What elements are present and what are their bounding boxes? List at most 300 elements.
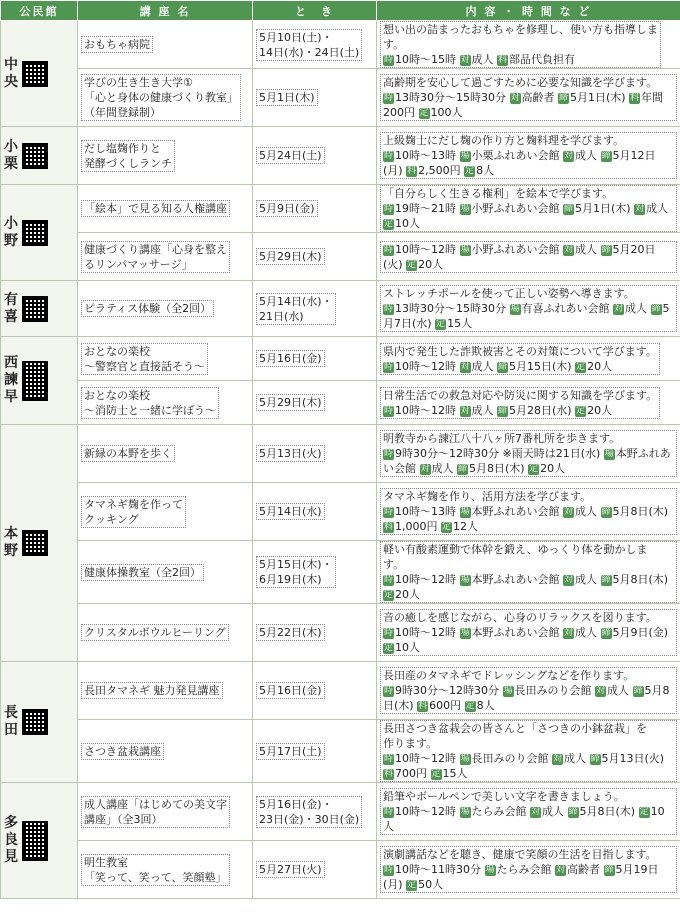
table-row [1, 21, 680, 69]
detail-value: 5月12日(月) [383, 149, 656, 177]
detail-value: 5月28日(水) [509, 403, 572, 417]
detail-value: 5月15日(木) [509, 359, 572, 373]
deadline-tag-icon: 締 [497, 405, 507, 416]
detail-value: 10人 [395, 217, 420, 230]
hall-cell [1, 337, 78, 425]
hall-name-char: 諫 [4, 372, 18, 388]
fee-tag-icon: 料 [383, 522, 393, 532]
course-date [256, 147, 325, 164]
course-name [81, 140, 175, 172]
detail-value: 5月8日(木) [612, 505, 669, 518]
course-name-line: 「心と身体の健康づくり教室」 [84, 91, 238, 104]
detail-item [613, 302, 647, 315]
content-cell [377, 185, 680, 233]
detail-item [383, 302, 506, 315]
detail-value: 成人 [575, 242, 597, 256]
detail-item [563, 626, 597, 639]
place-tag-icon: 場 [460, 151, 470, 161]
deadline-tag-icon: 締 [568, 807, 578, 817]
course-date [256, 29, 362, 61]
detail-value: 15人 [442, 767, 468, 780]
course-date [256, 248, 325, 265]
deadline-tag-icon: 締 [558, 93, 568, 103]
content-cell [377, 69, 680, 127]
detail-item [383, 447, 499, 460]
date-line: 5月10日(土)・ [259, 30, 333, 44]
course-date [256, 445, 325, 462]
detail-item [383, 626, 456, 639]
date-line: 5月24日(土) [259, 149, 322, 162]
detail-item [510, 91, 555, 104]
capacity-tag-icon: 定 [383, 219, 393, 229]
detail-value: 5月9日(金) [612, 626, 669, 639]
detail-value: 成人 [575, 149, 597, 162]
content-details [383, 804, 674, 834]
hall-cell [1, 127, 78, 185]
detail-value: ※雨天時は21日(水) [502, 447, 601, 460]
hall-cell [1, 783, 78, 899]
course-name-line: タマネギ麹を作って [84, 497, 183, 511]
table-row [1, 69, 680, 127]
date-line: 5月29日(木) [259, 250, 322, 263]
course-name-line: おとなの楽校 [84, 388, 150, 402]
target-tag-icon: 対 [563, 575, 573, 585]
qr-code-icon[interactable] [22, 709, 48, 735]
detail-item [383, 53, 456, 66]
target-tag-icon: 対 [552, 754, 562, 764]
date-line: 21日(水) [259, 309, 304, 323]
detail-value: 9時30分～12時30分 [395, 684, 499, 697]
detail-item [460, 505, 560, 518]
detail-value: 600円 [429, 699, 462, 712]
detail-value: 20人 [587, 403, 613, 417]
date-cell [253, 604, 377, 662]
detail-item [563, 202, 631, 215]
place-tag-icon: 場 [460, 575, 470, 585]
time-tag-icon: 時 [383, 865, 393, 875]
detail-item [383, 149, 456, 162]
detail-item [383, 360, 456, 373]
content-line: 長田産のタマネギでドレッシングなどを作ります。 [383, 669, 635, 682]
content-details [383, 572, 674, 602]
hall-cell [1, 185, 78, 281]
date-line: 5月27日(火) [259, 863, 322, 876]
detail-item [460, 404, 494, 417]
detail-value: 8人 [476, 164, 495, 177]
date-cell [253, 381, 377, 425]
detail-item [530, 805, 564, 818]
content-details [383, 359, 657, 374]
date-line: 23日(金)・30日(金) [259, 812, 360, 826]
detail-value: 本野ふれあい会館 [471, 573, 560, 586]
course-name-line: 発酵づくしランチ [84, 156, 172, 170]
date-line: 5月15日(木)・ [259, 558, 333, 571]
detail-item [503, 684, 592, 697]
detail-value: たらみ会館 [496, 863, 552, 876]
date-cell [253, 127, 377, 185]
detail-item [563, 573, 597, 586]
hall-name-char: 小 [4, 138, 18, 155]
capacity-tag-icon: 定 [529, 464, 539, 474]
course-content [380, 387, 660, 419]
course-name-line: 学びの生き生き大学① [84, 76, 193, 89]
course-name-line: ～消防士と一緒に学ぼう～ [84, 403, 216, 417]
target-tag-icon: 対 [635, 204, 645, 214]
detail-value: 5月1日(木) [570, 91, 626, 104]
course-name-line: ～警察官と直接話そう～ [84, 359, 205, 373]
deadline-tag-icon: 締 [590, 754, 600, 764]
hall-name-char: 小 [4, 215, 18, 232]
content-details [383, 52, 658, 67]
course-name-line: 「笑って、笑って、笑顔塾」 [84, 870, 227, 884]
course-name-cell [78, 604, 253, 662]
detail-value: 有喜ふれあい会館 [521, 302, 610, 315]
course-date [256, 200, 318, 217]
detail-item [406, 258, 443, 271]
content-details [383, 683, 674, 713]
time-tag-icon: 時 [383, 151, 393, 161]
course-name [81, 36, 153, 53]
table-row [1, 783, 680, 841]
detail-value: 成人 [471, 53, 494, 66]
content-cell [377, 425, 680, 483]
detail-value: 5月20日(火) [383, 242, 656, 271]
hall-name [3, 815, 19, 866]
detail-value: 100人 [430, 106, 463, 119]
detail-item [383, 684, 499, 697]
detail-item [460, 573, 560, 586]
qr-code-icon[interactable] [22, 143, 48, 169]
target-tag-icon: 対 [460, 55, 470, 65]
course-content [380, 720, 677, 782]
hall-name [3, 139, 19, 173]
course-name-cell [78, 185, 253, 233]
detail-item [497, 360, 572, 373]
hall-name [3, 526, 19, 560]
detail-value: 5月8日(木) [612, 573, 669, 586]
course-date [256, 682, 325, 699]
target-tag-icon: 対 [563, 507, 573, 517]
detail-item [406, 878, 443, 891]
target-tag-icon: 対 [530, 807, 540, 817]
course-name [81, 624, 229, 641]
capacity-tag-icon: 定 [441, 522, 451, 532]
course-name-cell [78, 720, 253, 783]
deadline-tag-icon: 締 [604, 865, 614, 875]
detail-value: 19時～21時 [395, 202, 456, 215]
content-details [383, 242, 674, 272]
time-tag-icon: 時 [383, 361, 393, 372]
detail-item [383, 404, 456, 417]
detail-item [460, 202, 560, 215]
qr-code-icon[interactable] [22, 61, 48, 87]
course-content [380, 74, 677, 121]
course-date [256, 293, 336, 325]
detail-item [383, 805, 456, 818]
time-tag-icon: 時 [383, 686, 393, 696]
detail-value: 10人 [383, 805, 665, 833]
course-date [256, 503, 325, 520]
content-cell [377, 604, 680, 662]
time-tag-icon: 時 [383, 628, 393, 638]
detail-item [485, 863, 552, 876]
table-row [1, 185, 680, 233]
detail-item [419, 106, 463, 119]
detail-item [568, 805, 636, 818]
detail-item [555, 863, 600, 876]
content-line: 作ります。 [383, 737, 438, 750]
course-name [81, 241, 230, 273]
detail-item [575, 404, 612, 417]
detail-value: 成人 [625, 302, 647, 315]
content-line: す。 [383, 38, 405, 51]
content-line: 高齢期を安心して過ごすために必要な知識を学びます。 [383, 76, 658, 89]
detail-value: 10時～13時 [395, 149, 456, 162]
course-name-cell [78, 127, 253, 185]
hall-label [3, 815, 75, 866]
date-line: 5月1日(木) [259, 91, 315, 104]
detail-item [575, 360, 612, 373]
header-hall: 公民館 [1, 1, 78, 21]
date-cell [253, 541, 377, 604]
course-name [81, 387, 219, 419]
content-cell [377, 337, 680, 381]
table-row [1, 720, 680, 783]
course-name-line: 明生教室 [84, 855, 128, 869]
date-line: 5月14日(水) [259, 505, 322, 518]
content-details [383, 201, 674, 231]
hall-name-char: 早 [4, 389, 18, 405]
detail-item [383, 588, 420, 601]
detail-item [420, 462, 454, 475]
detail-value: 10時～12時 [395, 359, 456, 373]
course-name [81, 200, 230, 217]
course-name-line: おもちゃ病院 [84, 38, 150, 51]
hall-name-char: 見 [4, 849, 18, 865]
course-name-line: ピラティス体験（全2回） [84, 302, 212, 315]
detail-value: 成人 [431, 462, 454, 475]
detail-item [601, 626, 669, 639]
qr-code-icon[interactable] [22, 296, 48, 322]
detail-item [510, 302, 610, 315]
detail-value: 年間200円 [383, 91, 664, 119]
hall-name-char: 良 [4, 832, 18, 848]
course-name-cell [78, 541, 253, 604]
detail-item [383, 767, 427, 780]
detail-value: 成人 [471, 403, 494, 417]
detail-value: 5月7日(水) [383, 302, 670, 330]
capacity-tag-icon: 定 [639, 807, 649, 817]
course-name-cell [78, 783, 253, 841]
table-row [1, 281, 680, 337]
course-date [256, 796, 362, 828]
fee-tag-icon: 料 [407, 166, 417, 176]
detail-item [558, 91, 626, 104]
place-tag-icon: 場 [460, 807, 470, 817]
detail-value: 10時～15時 [395, 53, 456, 66]
course-name-line: 新緑の本野を歩く [84, 447, 172, 460]
detail-item [383, 505, 456, 518]
target-tag-icon: 対 [563, 628, 573, 638]
detail-item [460, 752, 549, 765]
hall-name-char: 野 [4, 543, 18, 559]
detail-value: 10時～12時 [395, 242, 456, 256]
course-name-line: さつき盆栽講座 [84, 744, 161, 758]
qr-code-icon[interactable] [22, 821, 48, 861]
deadline-tag-icon: 締 [633, 686, 643, 696]
hall-label [3, 526, 75, 560]
deadline-tag-icon: 締 [601, 244, 611, 255]
date-cell [253, 337, 377, 381]
hall-name-char: 栗 [4, 155, 18, 172]
course-name-cell [78, 662, 253, 720]
detail-value: 部品代負担有 [509, 53, 575, 66]
detail-item [634, 202, 668, 215]
deadline-tag-icon: 締 [601, 507, 611, 517]
hall-name [3, 57, 19, 91]
hall-name [3, 292, 19, 326]
hall-cell [1, 281, 78, 337]
course-name-cell [78, 483, 253, 541]
date-cell [253, 783, 377, 841]
place-tag-icon: 場 [460, 204, 470, 214]
course-content [380, 241, 677, 273]
content-details [383, 148, 674, 178]
table-row [1, 662, 680, 720]
capacity-tag-icon: 定 [431, 769, 441, 779]
deadline-tag-icon: 締 [457, 464, 467, 474]
date-cell [253, 69, 377, 127]
content-cell [377, 783, 680, 841]
content-line: 明教寺から諫江八十八ヶ所7番札所を歩きます。 [383, 432, 621, 445]
header-row [1, 1, 680, 21]
course-name-cell [78, 841, 253, 899]
capacity-tag-icon: 定 [407, 880, 417, 890]
detail-value: 成人 [564, 752, 586, 765]
table-row [1, 381, 680, 425]
hall-label [3, 355, 75, 406]
detail-value: 10時～12時 [395, 805, 456, 818]
target-tag-icon: 対 [420, 464, 430, 474]
hall-label [3, 139, 75, 173]
course-name-cell [78, 381, 253, 425]
course-content [380, 609, 677, 656]
course-content [380, 488, 677, 535]
capacity-tag-icon: 定 [383, 643, 393, 653]
hall-label [3, 216, 75, 250]
detail-value: 2,500円 [418, 164, 461, 177]
deadline-tag-icon: 締 [651, 304, 661, 314]
detail-value: 5月8日(木) [579, 805, 636, 818]
date-cell [253, 233, 377, 281]
detail-value: 5月19日(月) [383, 863, 659, 891]
table-row [1, 541, 680, 604]
detail-value: 10時～12時 [395, 626, 456, 639]
capacity-tag-icon: 定 [436, 319, 446, 329]
detail-value: 本野ふれあい会館 [471, 626, 560, 639]
hall-cell [1, 21, 78, 127]
place-tag-icon: 場 [460, 244, 470, 255]
course-content [380, 185, 677, 232]
date-cell [253, 662, 377, 720]
date-cell [253, 21, 377, 69]
hall-label [3, 705, 75, 739]
detail-item [528, 462, 565, 475]
hall-name-char: 田 [4, 722, 18, 738]
detail-value: 小野ふれあい会館 [471, 242, 560, 256]
detail-value: 5月8日(木) [469, 462, 525, 475]
detail-value: 5月8日(木) [383, 684, 670, 712]
date-line: 14日(水)・24日(土) [259, 45, 360, 59]
detail-value: 成人 [471, 359, 494, 373]
course-date [256, 861, 325, 878]
detail-value: 20人 [587, 359, 613, 373]
detail-item [383, 573, 456, 586]
content-line: す。 [383, 558, 405, 571]
detail-value: 13時30分～15時30分 [395, 302, 506, 315]
detail-value: 12人 [453, 520, 478, 533]
qr-code-icon[interactable] [22, 530, 48, 556]
date-cell [253, 425, 377, 483]
course-name-cell [78, 337, 253, 381]
time-tag-icon: 時 [383, 304, 393, 314]
detail-item [497, 404, 572, 417]
course-name [81, 564, 204, 581]
detail-item [457, 462, 525, 475]
detail-value: 20人 [395, 588, 420, 601]
content-line: タマネギ麹を作り、活用方法を学びます。 [383, 490, 592, 503]
course-name-line: だし塩麹作りと [84, 141, 161, 155]
target-tag-icon: 対 [460, 361, 470, 372]
date-line: 5月16日(金) [259, 352, 322, 365]
table-row [1, 425, 680, 483]
course-name-line: 健康体操教室（全2回） [84, 565, 201, 579]
hall-name-char: 多 [4, 815, 18, 831]
course-name-line: 健康づくり講座「心身を整え [84, 242, 227, 256]
detail-value: 小野ふれあい会館 [471, 202, 560, 215]
fee-tag-icon: 料 [418, 701, 428, 711]
detail-item [465, 699, 495, 712]
detail-item [383, 217, 420, 230]
date-cell [253, 483, 377, 541]
capacity-tag-icon: 定 [465, 701, 475, 711]
content-details [383, 446, 674, 476]
content-line: 県内で発生した詐欺被害とその対策について学びます。 [383, 344, 657, 358]
course-content [380, 132, 677, 179]
qr-code-icon[interactable] [22, 361, 48, 401]
qr-code-icon[interactable] [22, 220, 48, 246]
detail-item [383, 202, 456, 215]
hall-name-char: 長 [4, 705, 18, 721]
detail-item [460, 243, 560, 256]
content-line: 音の癒しを感じながら、心身のリラックスを図ります。 [383, 611, 657, 624]
course-name-line: クッキング [84, 512, 139, 526]
date-cell [253, 720, 377, 783]
detail-item [383, 641, 420, 654]
detail-item [563, 505, 597, 518]
table-row [1, 483, 680, 541]
capacity-tag-icon: 定 [419, 108, 429, 118]
course-name [81, 682, 223, 699]
time-tag-icon: 時 [383, 754, 393, 764]
hall-name-char: 西 [4, 355, 18, 371]
detail-value: 小栗ふれあい会館 [471, 149, 560, 162]
content-details [383, 504, 674, 534]
target-tag-icon: 対 [510, 93, 520, 103]
content-line: 日常生活での救急対応や防災に関する知識を学びます。 [383, 388, 658, 402]
deadline-tag-icon: 締 [601, 151, 611, 161]
course-name-cell [78, 281, 253, 337]
